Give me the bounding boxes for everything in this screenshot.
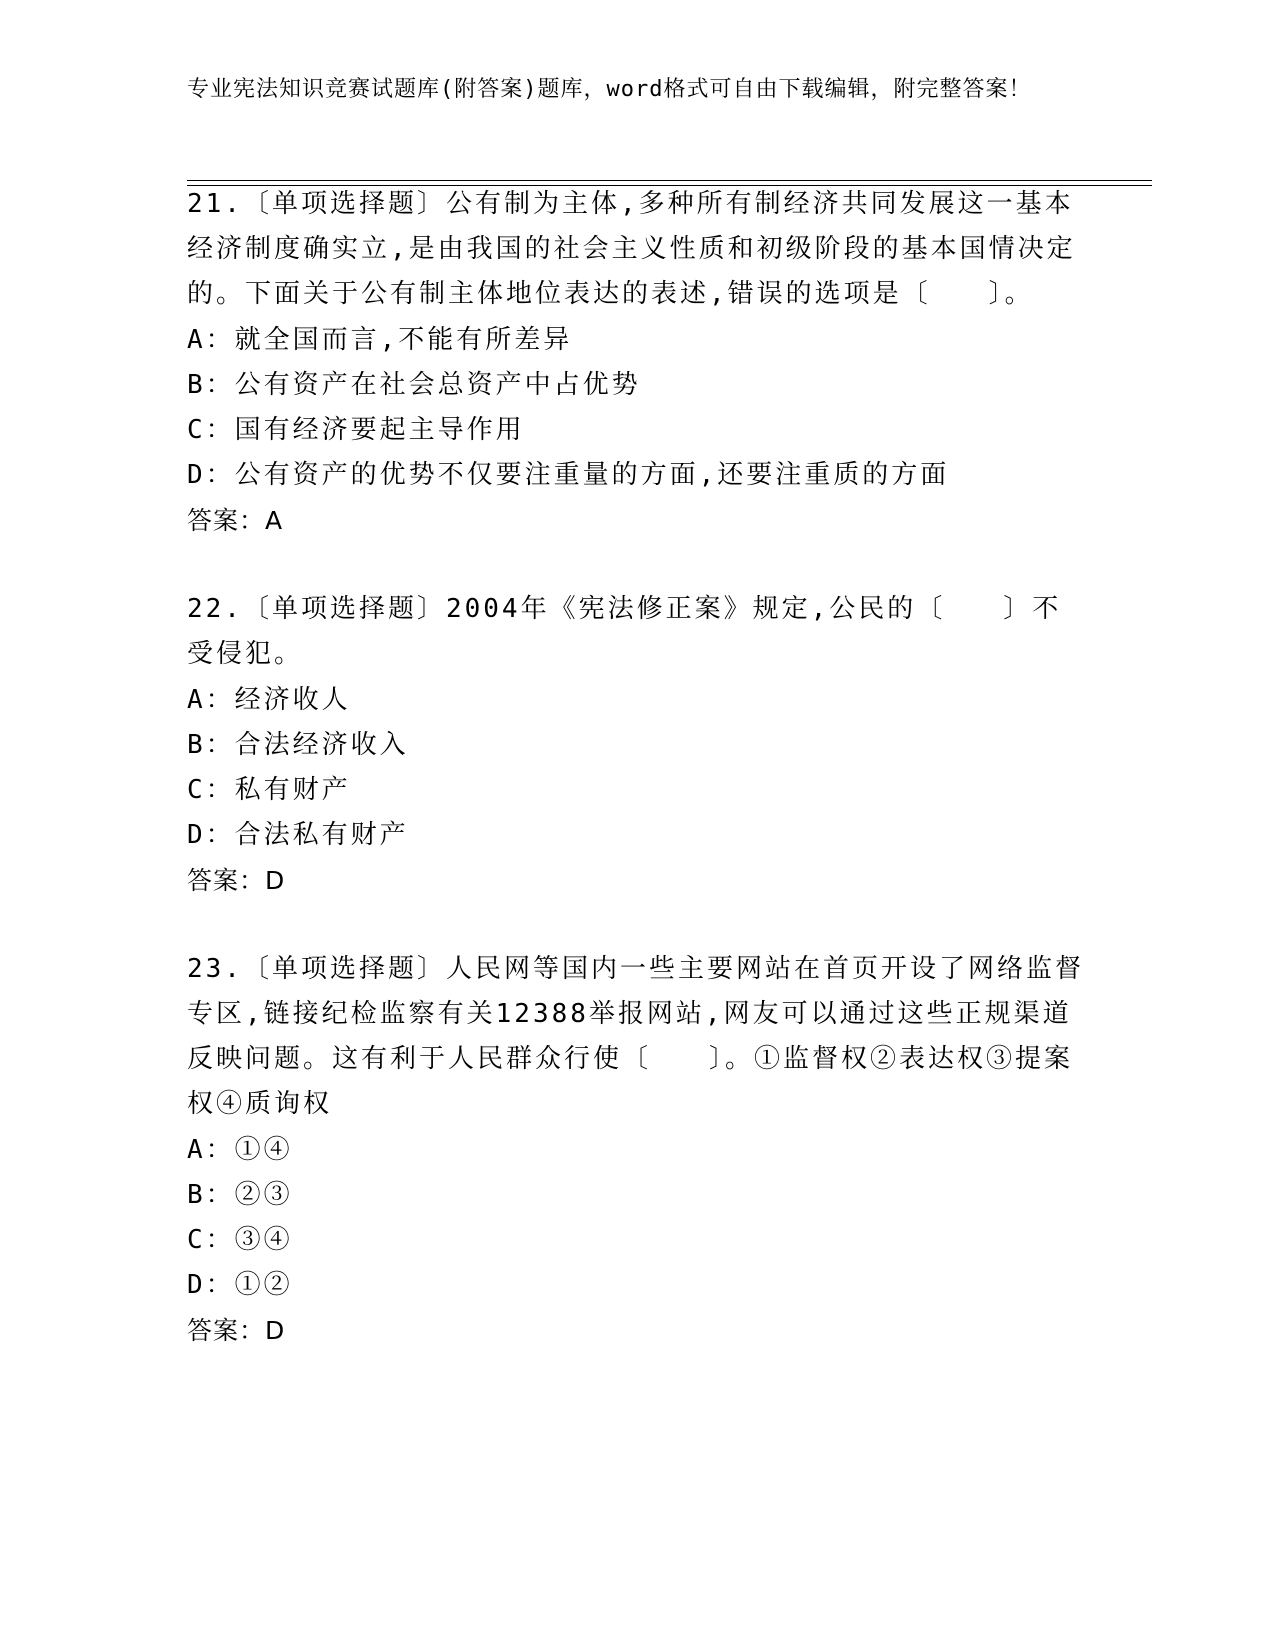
option-b: B：公有资产在社会总资产中占优势 [187, 370, 641, 400]
question-21 [187, 182, 1087, 543]
answer-line: 答案：D [187, 1316, 286, 1345]
option-c: C：国有经济要起主导作用 [187, 415, 525, 445]
document-header: 专业宪法知识竞赛试题库(附答案)题库，word格式可自由下载编辑，附完整答案！ [187, 77, 1032, 102]
option-c: C：私有财产 [187, 775, 351, 805]
option-c: C：③④ [187, 1225, 293, 1255]
question-stem: 23.〔单项选择题〕人民网等国内一些主要网站在首页开设了网络监督专区,链接纪检监察有关12388举报网站,网友可以通过这些正规渠道反映问题。这有利于人民群众行使〔 〕。①监督权②表达权③提案权④质询权 [187, 954, 1084, 1119]
answer-line: 答案：D [187, 866, 286, 895]
option-d: D：公有资产的优势不仅要注重量的方面,还要注重质的方面 [187, 460, 950, 490]
option-d: D：合法私有财产 [187, 820, 409, 850]
question-23 [187, 947, 1087, 1353]
option-a: A：就全国而言,不能有所差异 [187, 325, 573, 355]
header-divider-top [187, 180, 1152, 181]
option-d: D：①② [187, 1270, 293, 1300]
option-a: A：经济收人 [187, 685, 351, 715]
answer-line: 答案：A [187, 506, 284, 535]
option-b: B：②③ [187, 1180, 293, 1210]
option-a: A：①④ [187, 1135, 293, 1165]
option-b: B：合法经济收入 [187, 730, 409, 760]
question-22 [187, 587, 1087, 903]
question-stem: 22.〔单项选择题〕2004年《宪法修正案》规定,公民的〔 〕不受侵犯。 [187, 594, 1062, 669]
question-stem: 21.〔单项选择题〕公有制为主体,多种所有制经济共同发展这一基本经济制度确实立,是由我国的社会主义性质和初级阶段的基本国情决定的。下面关于公有制主体地位表达的表述,错误的选项是〔 〕。 [187, 189, 1076, 309]
